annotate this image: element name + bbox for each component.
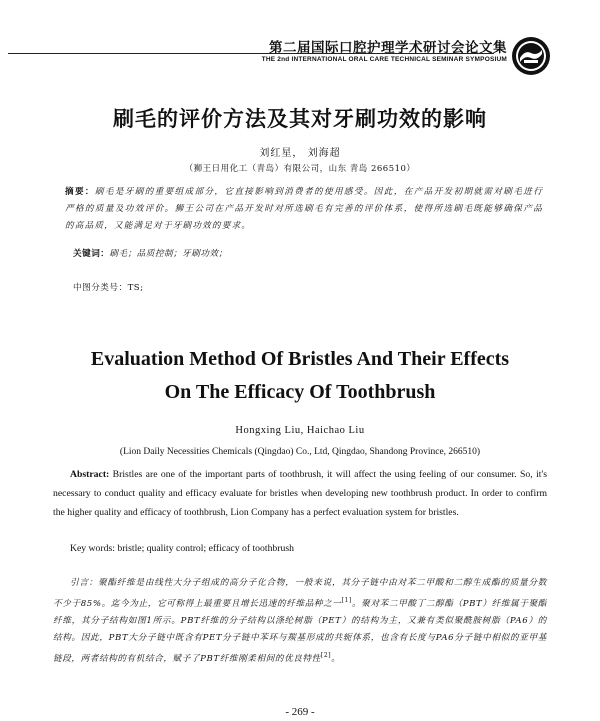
classification-number bbox=[73, 281, 144, 293]
introduction-label: 引言： bbox=[70, 578, 99, 588]
page-number: - 269 - bbox=[285, 706, 315, 718]
paper-title-cn: 刷毛的评价方法及其对牙刷功效的影响 bbox=[113, 106, 487, 131]
journal-title-cn: 第二届国际口腔护理学术研讨会论文集 bbox=[269, 40, 507, 56]
affiliation-cn: （狮王日用化工（青岛）有限公司，山东 青岛 266510） bbox=[184, 164, 416, 174]
introduction-text-3: 。 bbox=[331, 653, 341, 664]
authors-cn: 刘红星， 刘海超 bbox=[259, 148, 341, 159]
reference-2: [2] bbox=[320, 651, 332, 659]
paper-title-en bbox=[0, 343, 600, 409]
keywords-text-cn: 刷毛；品质控制；牙刷功效； bbox=[109, 249, 228, 259]
abstract-label-cn: 摘要： bbox=[65, 187, 95, 197]
classification-value: TS; bbox=[127, 283, 144, 293]
abstract-cn bbox=[65, 184, 543, 235]
header-rule bbox=[8, 53, 494, 54]
paper-title-en-line2: On The Efficacy Of Toothbrush bbox=[164, 381, 436, 403]
abstract-text-cn: 刷毛是牙刷的重要组成部分，它直接影响到消费者的使用感受。因此，在产品开发初期就需对刷毛进行严格的质量及功效评价。狮王公司在产品开发时对所选刷毛有完善的评价体系，使得所选刷毛既能够确保产品的高品质，又能满足对于牙刷功效的要求。 bbox=[65, 187, 543, 231]
keywords-en bbox=[70, 543, 294, 554]
classification-label: 中图分类号： bbox=[73, 283, 128, 293]
introduction-text-2: 。聚对苯二甲酸丁二醇酯（PBT）纤维属于聚酯纤维，其分子结构如图1所示。PBT纤维的分子结构以涤纶树脂（PET）的结构为主，又兼有类似聚酰胺树脂（PA6）的结构。因此，PBT大分子链中既含有PET分子链中苯环与羰基形成的共轭体系，也含有长度与PA6分子链中相似的亚甲基链段，两者结构的有机结合，赋予了PBT纤维刚柔相间的优良特性 bbox=[53, 598, 548, 664]
journal-title-en: THE 2nd INTERNATIONAL ORAL CARE TECHNICAL SEMINAR SYMPOSIUM bbox=[261, 56, 507, 63]
abstract-text-en: Bristles are one of the important parts of toothbrush, it will affect the using feeling of our consumer. So, it's necessary to conduct quality and efficacy evaluate for bristles when developing new toothbrush product. In order to confirm the higher quality and efficacy of toothbrush, Lion Company has a perfect evaluation system for bristles. bbox=[53, 469, 547, 518]
page-header bbox=[0, 0, 600, 75]
keywords-label-en: Key words: bbox=[70, 543, 115, 554]
affiliation-en: (Lion Daily Necessities Chemicals (Qingdao) Co., Ltd, Qingdao, Shandong Province, 266510) bbox=[119, 447, 481, 457]
keywords-text-en: bristle; quality control; efficacy of toothbrush bbox=[114, 543, 294, 554]
toothbrush-emblem-icon bbox=[511, 36, 551, 76]
reference-1: [1] bbox=[341, 597, 352, 604]
keywords-label-cn: 关键词： bbox=[73, 249, 110, 259]
abstract-en bbox=[53, 465, 547, 522]
paper-title-en-line1: Evaluation Method Of Bristles And Their Effects bbox=[90, 348, 510, 370]
abstract-label-en: Abstract: bbox=[70, 469, 110, 480]
authors-en: Hongxing Liu, Haichao Liu bbox=[235, 425, 365, 436]
introduction-paragraph bbox=[53, 575, 547, 668]
keywords-cn bbox=[73, 247, 228, 259]
introduction-text-1: 聚酯纤维是由线性大分子组成的高分子化合物，一般来说，其分子链中由对苯二甲酸和二醇生成酯的质量分数不少于85%。迄今为止，它可称得上最重要且增长迅速的纤维品种之一 bbox=[53, 578, 547, 609]
